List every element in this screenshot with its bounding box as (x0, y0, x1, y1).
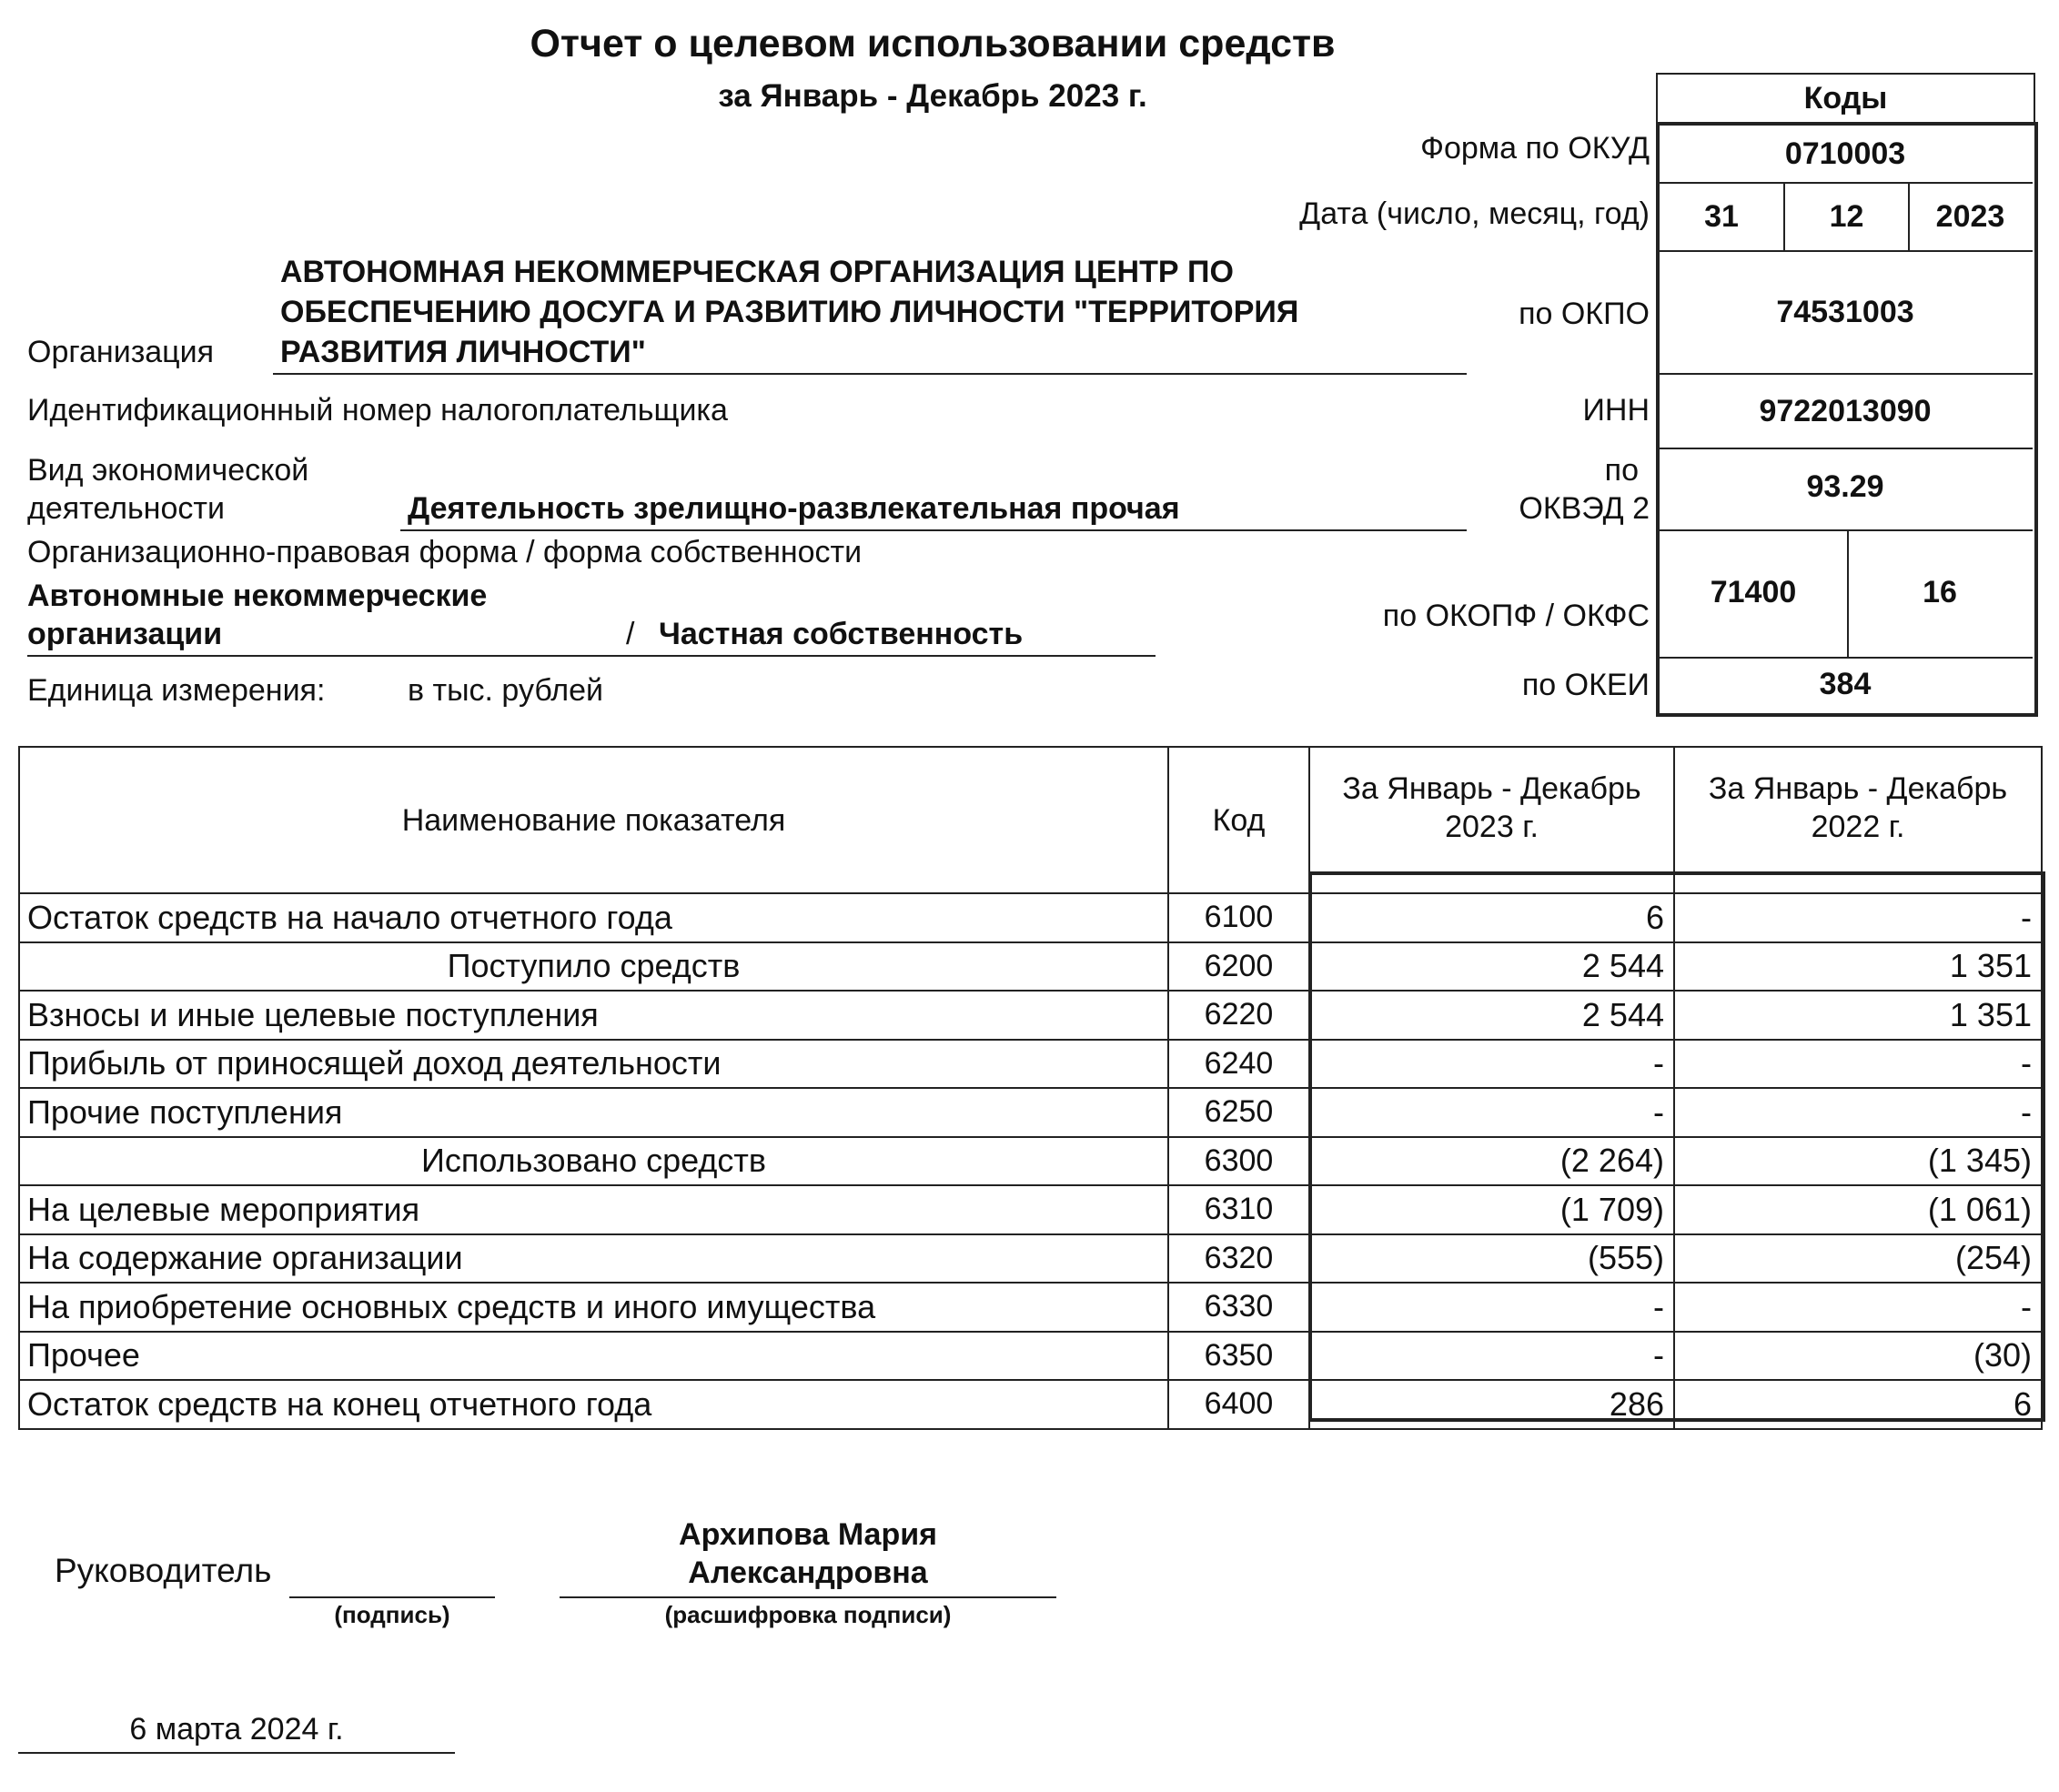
signatory-role: Руководитель (55, 1552, 272, 1589)
table-row (19, 1234, 2042, 1284)
legal-form-line2: организации (27, 617, 223, 651)
activity-label-2: деятельности (27, 491, 225, 526)
row-name: Использовано средств (19, 1137, 1168, 1186)
report-date: 6 марта 2024 г. (129, 1712, 344, 1747)
signatory-name-line1: Архипова Мария (679, 1517, 937, 1552)
row-value-2022: (1 345) (1674, 1137, 2042, 1186)
col-2023-header: За Январь - Декабрь 2023 г. (1309, 747, 1674, 893)
row-value-2022: 1 351 (1674, 991, 2042, 1040)
okfs-code: 16 (1923, 575, 1957, 609)
row-value-2022: - (1674, 893, 2042, 942)
legal-form-slash: / (626, 617, 635, 651)
row-value-2023: (555) (1309, 1234, 1674, 1284)
row-name: Прочее (19, 1332, 1168, 1381)
signature-caption: (подпись) (334, 1601, 450, 1628)
row-name: Остаток средств на конец отчетного года (19, 1380, 1168, 1429)
row-name: Взносы и иные целевые поступления (19, 991, 1168, 1040)
org-name-line3: РАЗВИТИЯ ЛИЧНОСТИ" (280, 335, 646, 369)
date-month: 12 (1829, 199, 1864, 234)
date-day: 31 (1704, 199, 1739, 234)
okei-label: по ОКЕИ (1521, 668, 1650, 702)
date-label: Дата (число, месяц, год) (1299, 196, 1650, 231)
row-value-2022: - (1674, 1088, 2042, 1137)
row-name: Прибыль от приносящей доход деятельности (19, 1040, 1168, 1089)
okud-code: 0710003 (1784, 136, 1906, 171)
okopf-code: 71400 (1710, 575, 1797, 609)
unit-value: в тыс. рублей (408, 673, 604, 708)
inn-code: 9722013090 (1759, 393, 1932, 428)
row-value-2022: (1 061) (1674, 1185, 2042, 1234)
table-row (19, 1332, 2042, 1381)
report-table (18, 746, 2043, 1430)
report-period: за Январь - Декабрь 2023 г. (718, 78, 1147, 114)
row-value-2022: - (1674, 1283, 2042, 1332)
row-value-2023: 2 544 (1309, 991, 1674, 1040)
row-value-2023: - (1309, 1040, 1674, 1089)
taxpayer-id-label: Идентификационный номер налогоплательщика (27, 393, 728, 428)
table-row (19, 1185, 2042, 1234)
date-year: 2023 (1935, 199, 2005, 234)
signatory-name-line2: Александровна (688, 1555, 928, 1590)
row-value-2023: (1 709) (1309, 1185, 1674, 1234)
row-value-2023: (2 264) (1309, 1137, 1674, 1186)
okpo-label: по ОКПО (1519, 297, 1650, 331)
row-value-2022: - (1674, 1040, 2042, 1089)
row-code: 6400 (1168, 1380, 1309, 1429)
row-name: На приобретение основных средств и иного имущества (19, 1283, 1168, 1332)
row-code: 6250 (1168, 1088, 1309, 1137)
inn-label: ИНН (1582, 393, 1650, 428)
okved-code: 93.29 (1806, 469, 1884, 504)
okved-label-2: ОКВЭД 2 (1519, 491, 1650, 526)
okopf-label: по ОКОПФ / ОКФС (1382, 599, 1650, 633)
okpo-code: 74531003 (1776, 295, 1914, 329)
row-code: 6320 (1168, 1234, 1309, 1284)
row-value-2023: 286 (1309, 1380, 1674, 1429)
row-name: Остаток средств на начало отчетного года (19, 893, 1168, 942)
row-value-2022: 1 351 (1674, 942, 2042, 992)
unit-label: Единица измерения: (27, 673, 326, 708)
activity-value: Деятельность зрелищно-развлекательная прочая (408, 491, 1180, 526)
table-row (19, 1283, 2042, 1332)
row-value-2022: 6 (1674, 1380, 2042, 1429)
ownership-value: Частная собственность (659, 617, 1024, 651)
table-row (19, 1040, 2042, 1089)
row-code: 6100 (1168, 893, 1309, 942)
legal-form-line1: Автономные некоммерческие (27, 579, 488, 613)
row-value-2023: 2 544 (1309, 942, 1674, 992)
row-code: 6330 (1168, 1283, 1309, 1332)
col-name-header: Наименование показателя (19, 747, 1168, 893)
okei-code: 384 (1819, 666, 1872, 701)
okud-label: Форма по ОКУД (1420, 131, 1650, 166)
table-row (19, 1088, 2042, 1137)
codes-header: Коды (1656, 73, 2035, 122)
row-name: На содержание организации (19, 1234, 1168, 1284)
okved-label-1: по (1604, 453, 1639, 488)
signature-name-caption: (расшифровка подписи) (664, 1601, 952, 1628)
activity-label-1: Вид экономической (27, 453, 309, 488)
row-value-2022: (254) (1674, 1234, 2042, 1284)
row-code: 6220 (1168, 991, 1309, 1040)
row-code: 6200 (1168, 942, 1309, 992)
row-code: 6310 (1168, 1185, 1309, 1234)
col-code-header: Код (1168, 747, 1309, 893)
row-name: Прочие поступления (19, 1088, 1168, 1137)
row-name: На целевые мероприятия (19, 1185, 1168, 1234)
row-code: 6300 (1168, 1137, 1309, 1186)
row-name: Поступило средств (19, 942, 1168, 992)
row-value-2023: - (1309, 1332, 1674, 1381)
org-name-line2: ОБЕСПЕЧЕНИЮ ДОСУГА И РАЗВИТИЮ ЛИЧНОСТИ "ТЕРРИТОРИЯ (280, 295, 1299, 329)
row-value-2023: 6 (1309, 893, 1674, 942)
col-2022-header: За Январь - Декабрь 2022 г. (1674, 747, 2042, 893)
org-name-line1: АВТОНОМНАЯ НЕКОММЕРЧЕСКАЯ ОРГАНИЗАЦИЯ ЦЕНТР ПО (280, 255, 1234, 289)
table-header-row (19, 747, 2042, 893)
row-code: 6350 (1168, 1332, 1309, 1381)
table-row (19, 1137, 2042, 1186)
table-row (19, 1380, 2042, 1429)
legal-form-label: Организационно-правовая форма / форма собственности (27, 535, 863, 569)
table-row (19, 893, 2042, 942)
table-row (19, 991, 2042, 1040)
row-value-2023: - (1309, 1088, 1674, 1137)
org-label: Организация (27, 335, 215, 369)
row-code: 6240 (1168, 1040, 1309, 1089)
row-value-2022: (30) (1674, 1332, 2042, 1381)
report-title: Отчет о целевом использовании средств (530, 22, 1336, 65)
table-row (19, 942, 2042, 992)
row-value-2023: - (1309, 1283, 1674, 1332)
